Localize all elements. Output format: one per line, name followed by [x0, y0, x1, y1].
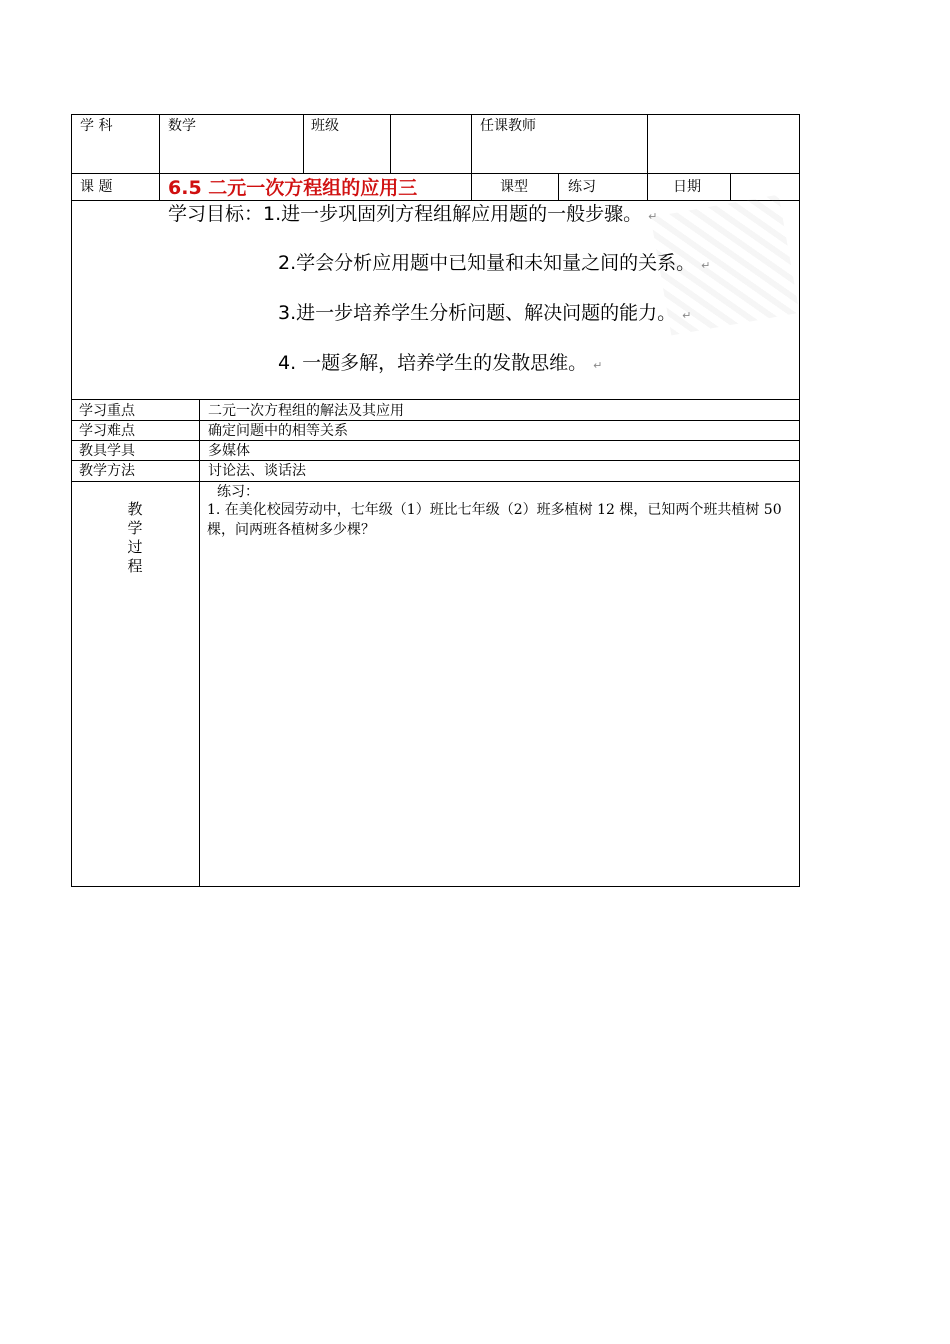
table-rule — [159, 114, 160, 174]
table-rule — [199, 399, 200, 887]
table-rule — [303, 114, 304, 174]
table-rule — [71, 420, 800, 421]
type-value: 练习 — [568, 179, 596, 195]
tools-label: 教具学具 — [79, 443, 135, 459]
table-border-left — [71, 114, 72, 887]
class-label: 班级 — [311, 118, 339, 134]
teacher-label: 任课教师 — [480, 118, 536, 134]
return-mark-icon: ↵ — [682, 309, 692, 322]
table-border-top — [71, 114, 800, 115]
topic-title: 6.5 二元一次方程组的应用三 — [168, 177, 418, 199]
goal-3-text: 3.进一步培养学生分析问题、解决问题的能力。 — [278, 302, 677, 324]
table-rule — [71, 460, 800, 461]
table-border-bottom — [71, 886, 800, 887]
goal-line-4 — [278, 352, 602, 377]
table-rule — [71, 481, 800, 482]
table-rule — [71, 200, 800, 201]
process-char: 学 — [127, 519, 143, 537]
subject-value: 数学 — [168, 118, 196, 134]
table-rule — [71, 440, 800, 441]
tools-value: 多媒体 — [208, 443, 250, 459]
method-value: 讨论法、谈话法 — [208, 463, 306, 479]
exercise-heading: 练习： — [217, 484, 259, 500]
table-rule — [159, 173, 160, 201]
difficulty-label: 学习难点 — [79, 423, 135, 439]
table-rule — [647, 173, 648, 201]
table-rule — [71, 399, 800, 400]
process-char: 过 — [127, 538, 143, 556]
goal-line-2 — [278, 252, 710, 277]
table-rule — [558, 173, 559, 201]
problem-1: 1. 在美化校园劳动中，七年级（1）班比七年级（2）班多植树 12 棵，已知两个班共植树 50 棵，问两班各植树多少棵？ — [207, 502, 782, 538]
type-label: 课型 — [500, 179, 528, 195]
goal-1-text: 学习目标：1.进一步巩固列方程组解应用题的一般步骤。 — [168, 203, 643, 225]
goal-line-3 — [278, 302, 691, 327]
difficulty-value: 确定问题中的相等关系 — [208, 423, 348, 439]
topic-label: 课 题 — [80, 179, 113, 195]
table-rule — [390, 114, 391, 174]
return-mark-icon: ↵ — [701, 259, 711, 272]
process-label — [125, 500, 145, 576]
table-rule — [471, 114, 472, 174]
goal-line-1 — [168, 203, 657, 228]
table-rule — [71, 173, 800, 174]
table-rule — [647, 114, 648, 174]
key-point-label: 学习重点 — [79, 403, 135, 419]
key-point-value: 二元一次方程组的解法及其应用 — [208, 403, 404, 419]
return-mark-icon: ↵ — [648, 210, 658, 223]
process-char: 教 — [127, 500, 143, 518]
date-label: 日期 — [673, 179, 701, 195]
subject-label: 学 科 — [80, 118, 113, 134]
return-mark-icon: ↵ — [593, 359, 603, 372]
table-border-right — [799, 114, 800, 887]
process-char: 程 — [127, 557, 143, 575]
goal-2-text: 2.学会分析应用题中已知量和未知量之间的关系。 — [278, 252, 696, 274]
goal-4-text: 4. 一题多解，培养学生的发散思维。 — [278, 352, 588, 374]
table-rule — [471, 173, 472, 201]
method-label: 教学方法 — [79, 463, 135, 479]
table-rule — [730, 173, 731, 201]
